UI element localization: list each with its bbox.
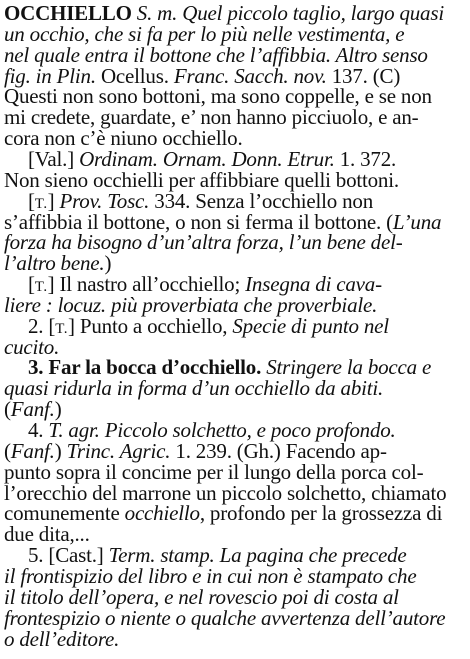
entry-text: [Val.] (28, 146, 80, 171)
entry-text: Ordinam. Ornam. Donn. Etrur. (79, 146, 335, 171)
entry-text: 137. (C) (326, 63, 401, 88)
entry-text: forza ha bisogno d’un’altra forza, l’un bene del- (4, 230, 403, 255)
entry-line (28, 315, 389, 341)
entry-text: Prov. Tosc. (59, 188, 150, 213)
entry-text: cucito. (4, 334, 60, 359)
entry-text: Trinc. Agric. (66, 438, 171, 463)
entry-text: frontespizio o niente o qualche avvertenza dell’autore (4, 605, 446, 630)
entry-text: [ (28, 188, 35, 213)
entry-text: Franc. Sacch. nov. (173, 63, 327, 88)
entry-text: 5. [Cast.] (28, 543, 109, 568)
entry-text: ] Il nastro all’occhiello; (47, 272, 246, 297)
headword: 3. Far la bocca d’occhiello. (28, 355, 262, 380)
entry-text: Term. stamp. La pagina che precede (108, 543, 407, 568)
entry-text: cora non c’è niuno occhiello. (4, 126, 243, 151)
entry-text: l’orecchio del marrone un piccolo solchetto, chiamato (4, 480, 447, 505)
entry-text: il titolo dell’opera, e nel rovescio poi di costa al (4, 584, 399, 609)
entry-text: occhiello (124, 501, 200, 526)
entry-line (4, 628, 119, 651)
entry-text: T. agr. Piccolo solchetto, e poco profondo. (48, 418, 396, 442)
entry-text: due dita,... (4, 522, 90, 547)
entry-text: quasi ridurla in forma d’un occhiello da abiti. (4, 376, 384, 401)
entry-text: Fanf. (10, 438, 55, 463)
entry-text: T. (34, 279, 48, 296)
entry-text: ) (54, 438, 67, 463)
entry-text: Stringere la bocca e (261, 355, 432, 380)
entry-text: ( (4, 438, 11, 463)
entry-text: nel quale entra il bottone che l’affibbia. Altro senso (4, 42, 428, 67)
entry-text: 1. 239. (Gh.) Facendo ap- (170, 438, 387, 463)
headword: OCCHIELLO (4, 1, 132, 25)
entry-text: Questi non sono bottoni, ma sono coppelle, e se non (4, 84, 432, 109)
entry-text: il frontispizio del libro e in cui non è stampato che (4, 563, 417, 588)
entry-text: comunemente (4, 501, 125, 526)
entry-text: o dell’editore. (4, 626, 120, 651)
entry-text: ] Punto a occhiello, (68, 313, 233, 338)
entry-text: [ (28, 272, 35, 297)
entry-text: un occhio, che si fa per lo più nelle vestimenta, e (4, 21, 405, 46)
entry-text: punto sopra il concime per il lungo della porca col- (4, 459, 424, 484)
entry-text: Non sieno occhielli per affibbiare quelli bottoni. (4, 167, 399, 192)
entry-text: 1. 372. (334, 146, 397, 171)
entry-text: ] (47, 188, 60, 213)
entry-text: T. (34, 195, 48, 212)
entry-text: 2. [ (28, 313, 56, 338)
entry-text: l’altro bene. (4, 251, 105, 276)
entry-text: Insegna di cava- (245, 272, 382, 297)
entry-text: Fanf. (10, 397, 55, 422)
entry-text: 334. Senza l’occhiello non (149, 188, 374, 213)
entry-text: L’una (392, 209, 442, 234)
entry-text: S. m. Quel piccolo taglio, largo quasi (131, 1, 444, 25)
entry-text: liere : locuz. più proverbiata che proverbiale. (4, 292, 378, 317)
entry-text: Ocellus. (95, 63, 174, 88)
entry-text: ( (4, 397, 11, 422)
entry-text: mi credete, guardate, e’ non hanno picciuolo, e an- (4, 105, 419, 130)
entry-text: 4. (28, 418, 49, 442)
entry-text: ) (104, 251, 112, 276)
entry-text: , profondo per la grossezza di (199, 501, 443, 526)
entry-text: s’affibbia il bottone, o non si ferma il bottone. ( (4, 209, 393, 234)
entry-text: Specie di punto nel (232, 313, 389, 338)
entry-text: fig. in Plin. (4, 63, 96, 88)
entry-text: T. (55, 320, 69, 337)
entry-text: ) (54, 397, 62, 422)
